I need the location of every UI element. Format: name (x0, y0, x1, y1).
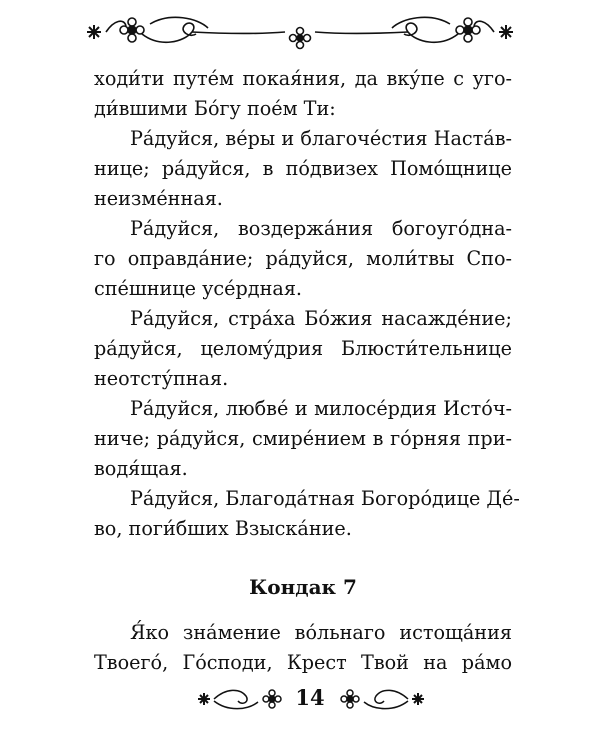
text-line: Ра́дуйся, стра́ха Бо́жия насажде́ние; (130, 307, 512, 330)
text-line: неизме́нная. (94, 187, 223, 210)
text-line: Твоего́, Го́споди, Крест Твой на ра́мо (94, 651, 512, 674)
floral-footer-ornament-left-icon (196, 684, 292, 714)
text-line: ниче; ра́дуйся, смире́нием в го́рняя при- (94, 427, 512, 450)
text-line: спе́шнице усе́рдная. (94, 277, 303, 300)
page-number: 14 (295, 685, 325, 710)
text-line: водя́щая. (94, 457, 188, 480)
text-line: Ра́дуйся, ве́ры и благоче́стия Наста́в- (130, 127, 512, 150)
text-line: Ра́дуйся, воздержа́ния богоуго́дна- (130, 217, 512, 240)
text-line: ра́дуйся, целому́дрия Блюсти́тельнице (94, 337, 512, 360)
floral-header-ornament-icon (80, 12, 520, 52)
text-line: Ра́дуйся, Благода́тная Богоро́дице Де́- (130, 487, 520, 510)
text-line: ходи́ти путе́м покая́ния, да вку́пе с уго- (94, 67, 512, 90)
text-line: Я́ко зна́мение во́льнаго истоща́ния (130, 621, 512, 644)
text-line: нице; ра́дуйся, в по́двизех Помо́щнице (94, 157, 512, 180)
page-text (94, 64, 520, 678)
text-line: неотсту́пная. (94, 367, 229, 390)
text-line: во, поги́бших Взыска́ние. (94, 517, 352, 540)
section-heading: Кондак 7 (249, 575, 357, 599)
text-line: ди́вшими Бо́гу пое́м Ти: (94, 97, 336, 120)
text-line: го оправда́ние; ра́дуйся, моли́твы Спо- (94, 247, 512, 270)
floral-footer-ornament-right-icon (330, 684, 426, 714)
text-line: Ра́дуйся, любве́ и милосе́рдия Исто́ч- (130, 397, 512, 420)
